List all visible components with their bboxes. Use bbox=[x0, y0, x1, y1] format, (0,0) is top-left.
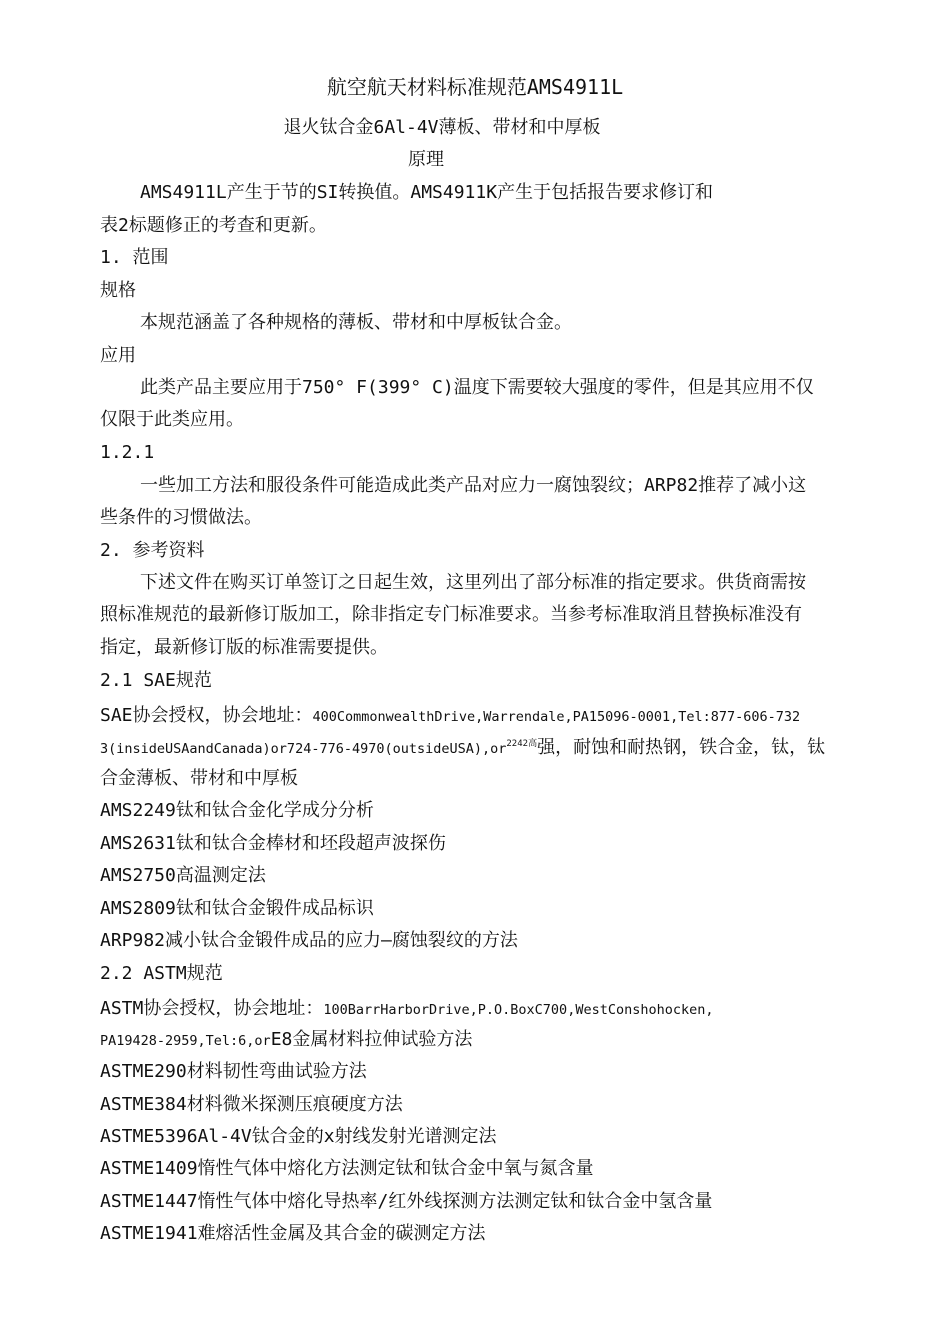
reference-arp982: ARP982减小钛合金锻件成品的应力—腐蚀裂纹的方法 bbox=[100, 930, 518, 951]
astm-address-label: ASTM协会授权，协会地址： bbox=[100, 998, 324, 1019]
application-paragraph-line-2: 仅限于此类应用。 bbox=[100, 409, 244, 430]
section-1-2-1-line-2: 些条件的习惯做法。 bbox=[100, 507, 262, 528]
section-2-2-heading: 2.2 ASTM规范 bbox=[100, 963, 223, 984]
sae-address-label: SAE协会授权，协会地址： bbox=[100, 705, 313, 726]
reference-ams2809: AMS2809钛和钛合金锻件成品标识 bbox=[100, 898, 374, 919]
reference-ams2631: AMS2631钛和钛合金棒材和坯段超声波探伤 bbox=[100, 833, 446, 854]
sae-phone: 3(insideUSAandCanada)or724-776-4970(outsideUSA),or bbox=[100, 741, 507, 757]
section-2-line-1: 下述文件在购买订单签订之日起生效，这里列出了部分标准的指定要求。供货商需按 bbox=[140, 572, 806, 593]
rationale-heading: 原理 bbox=[408, 149, 444, 170]
reference-astm-e8: E8金属材料拉伸试验方法 bbox=[270, 1029, 473, 1050]
section-2-line-2: 照标准规范的最新修订版加工，除非指定专门标准要求。当参考标准取消且替换标准没有 bbox=[100, 604, 802, 625]
section-2-line-3: 指定，最新修订版的标准需要提供。 bbox=[100, 637, 388, 658]
section-1-2-1-heading: 1.2.1 bbox=[100, 442, 155, 463]
reference-astm-e1447: ASTME1447惰性气体中熔化导热率/红外线探测方法测定钛和钛合金中氢含量 bbox=[100, 1191, 713, 1212]
astm-address-line-1 bbox=[100, 997, 714, 1022]
sae-superscript: 2242高 bbox=[506, 739, 538, 749]
sae-address-line-2 bbox=[100, 736, 825, 761]
sae-spec-title-continued: 合金薄板、带材和中厚板 bbox=[100, 768, 298, 789]
reference-ams2249: AMS2249钛和钛合金化学成分分析 bbox=[100, 800, 374, 821]
astm-address-line-2 bbox=[100, 1028, 472, 1053]
astm-address: 100BarrHarborDrive,P.O.BoxC700,WestConshohocken, bbox=[323, 1002, 714, 1018]
rationale-paragraph-line-1: AMS4911L产生于节的SI转换值。AMS4911K产生于包括报告要求修订和 bbox=[140, 182, 714, 203]
reference-astm-e1409: ASTME1409惰性气体中熔化方法测定钛和钛合金中氧与氮含量 bbox=[100, 1158, 594, 1179]
section-1-2-1-line-1: 一些加工方法和服役条件可能造成此类产品对应力一腐蚀裂纹；ARP82推荐了减小这 bbox=[140, 475, 807, 496]
document-title: 航空航天材料标准规范AMS4911L bbox=[326, 75, 624, 99]
reference-ams2750: AMS2750高温测定法 bbox=[100, 865, 266, 886]
reference-astm-e290: ASTME290材料韧性弯曲试验方法 bbox=[100, 1061, 367, 1082]
sae-spec-title: 强，耐蚀和耐热钢，铁合金，钛，钛 bbox=[537, 737, 826, 758]
astm-phone: PA19428-2959,Tel:6,or bbox=[100, 1033, 271, 1049]
section-1-heading: 1. 范围 bbox=[100, 247, 169, 268]
reference-astm-e539: ASTME5396Al-4V钛合金的x射线发射光谱测定法 bbox=[100, 1126, 497, 1147]
reference-astm-e384: ASTME384材料微米探测压痕硬度方法 bbox=[100, 1094, 403, 1115]
reference-astm-e1941: ASTME1941难熔活性金属及其合金的碳测定方法 bbox=[100, 1223, 486, 1244]
rationale-paragraph-line-2: 表2标题修正的考查和更新。 bbox=[100, 215, 327, 236]
scope-subheading: 规格 bbox=[100, 280, 136, 301]
sae-address: 400CommonwealthDrive,Warrendale,PA15096-0001,Tel:877-606-732 bbox=[312, 709, 801, 725]
section-2-heading: 2. 参考资料 bbox=[100, 540, 205, 561]
application-subheading: 应用 bbox=[100, 345, 136, 366]
sae-address-line-1 bbox=[100, 704, 800, 729]
application-paragraph-line-1: 此类产品主要应用于750° F(399° C)温度下需要较大强度的零件，但是其应用不仅 bbox=[140, 377, 814, 398]
document-subtitle: 退火钛合金6Al-4V薄板、带材和中厚板 bbox=[283, 117, 601, 138]
section-2-1-heading: 2.1 SAE规范 bbox=[100, 670, 212, 691]
scope-text: 本规范涵盖了各种规格的薄板、带材和中厚板钛合金。 bbox=[140, 312, 572, 333]
